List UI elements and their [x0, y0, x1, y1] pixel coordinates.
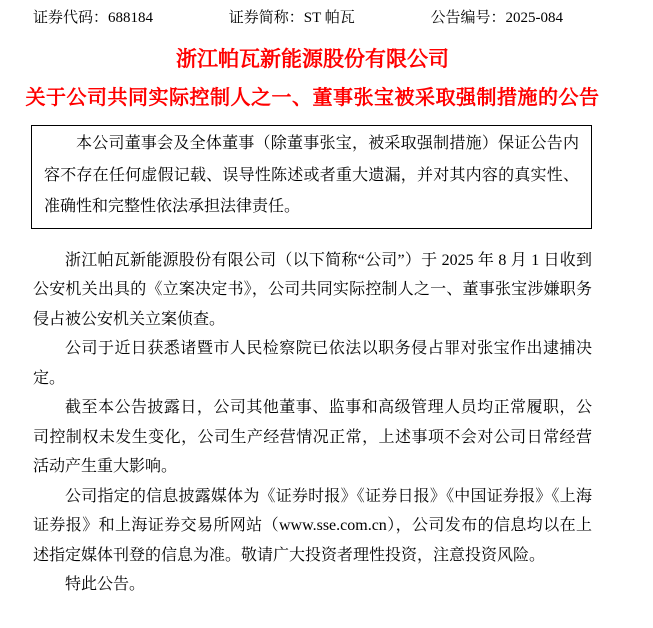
stock-abbr [229, 9, 355, 28]
announcement-subject-title: 关于公司共同实际控制人之一、董事张宝被采取强制措施的公告 [25, 87, 600, 109]
company-name-title: 浙江帕瓦新能源股份有限公司 [176, 48, 449, 71]
stock-code-label: 证券代码： [33, 10, 109, 26]
disclaimer-box [31, 125, 592, 229]
paragraph-filing-notice: 浙江帕瓦新能源股份有限公司（以下简称“公司”）于 2025 年 8 月 1 日收到公安机关出具的《立案决定书》，公司共同实际控制人之一、董事张宝涉嫌职务侵占被公安机关立案侦查。 [33, 251, 592, 328]
announcement-number-value: 2025-084 [505, 10, 563, 26]
stock-code [33, 9, 153, 28]
announcement-number [430, 9, 563, 28]
paragraph-closing: 特此公告。 [65, 576, 146, 593]
paragraph-disclosure-media: 公司指定的信息披露媒体为《证券时报》《证券日报》《中国证券报》《上海证券报》和上海证券交易所网站（www.sse.com.cn），公司发布的信息均以在上述指定媒体刊登的信息为准。敬请广大投资者理性投资，注意投资风险。 [33, 487, 592, 564]
announcement-body [33, 246, 592, 600]
stock-abbr-value: ST 帕瓦 [303, 10, 355, 26]
announcement-number-label: 公告编号： [430, 10, 506, 26]
stock-code-value: 688184 [108, 10, 154, 26]
document-header [33, 9, 563, 28]
stock-abbr-label: 证券简称： [228, 10, 304, 26]
paragraph-arrest-decision: 公司于近日获悉诸暨市人民检察院已依法以职务侵占罪对张宝作出逮捕决定。 [33, 340, 592, 387]
paragraph-operations-status: 截至本公告披露日，公司其他董事、监事和高级管理人员均正常履职，公司控制权未发生变化，公司生产经营情况正常，上述事项不会对公司日常经营活动产生重大影响。 [33, 399, 592, 475]
disclaimer-text: 本公司董事会及全体董事（除董事张宝，被采取强制措施）保证公告内容不存在任何虚假记载、误导性陈述或者重大遗漏，并对其内容的真实性、准确性和完整性依法承担法律责任。 [44, 135, 579, 215]
